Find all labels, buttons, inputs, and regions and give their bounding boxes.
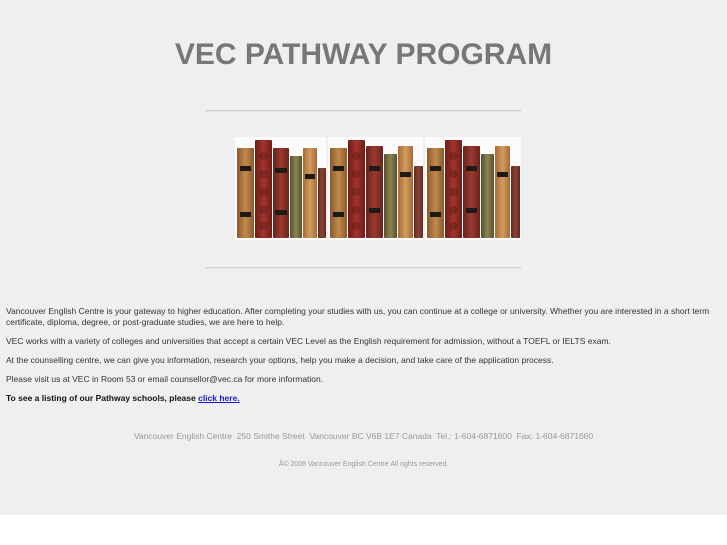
pathway-schools-cta bbox=[6, 393, 721, 404]
contact-paragraph: Please visit us at VEC in Room 53 or email counsellor@vec.ca for more information. bbox=[6, 374, 324, 384]
books-image-1 bbox=[235, 137, 326, 240]
bottom-divider bbox=[205, 267, 521, 269]
books-image-3 bbox=[425, 137, 521, 240]
books-banner bbox=[235, 137, 521, 240]
intro-paragraph: Vancouver English Centre is your gateway to higher education. After completing your studies with us, you can continue at a college or university. Whether you are interested in a short term certificate, diploma, degree, or post-graduate studies, we are here to help. bbox=[6, 306, 710, 327]
counselling-paragraph: At the counselling centre, we can give you information, research your options, help you make a decision, and take care of the application process. bbox=[6, 355, 554, 365]
footer-address: Vancouver English Centre 250 Smithe Street Vancouver BC V6B 1E7 Canada Tel.: 1-604-6871600 Fax: 1-604-6871660 bbox=[133, 431, 594, 441]
footer-copyright: Â© 2008 Vancouver English Centre All rights reserved. bbox=[278, 461, 449, 468]
cta-text: To see a listing of our Pathway schools, please bbox=[6, 393, 199, 403]
intro-content bbox=[6, 306, 721, 412]
books-image-2 bbox=[328, 137, 423, 240]
top-divider bbox=[205, 110, 521, 112]
page-title: VEC PATHWAY PROGRAM bbox=[174, 38, 553, 71]
click-here-link[interactable]: click here. bbox=[198, 393, 240, 403]
partners-paragraph: VEC works with a variety of colleges and universities that accept a certain VEC Level as the English requirement for admission, without a TOEFL or IELTS exam. bbox=[6, 336, 611, 346]
